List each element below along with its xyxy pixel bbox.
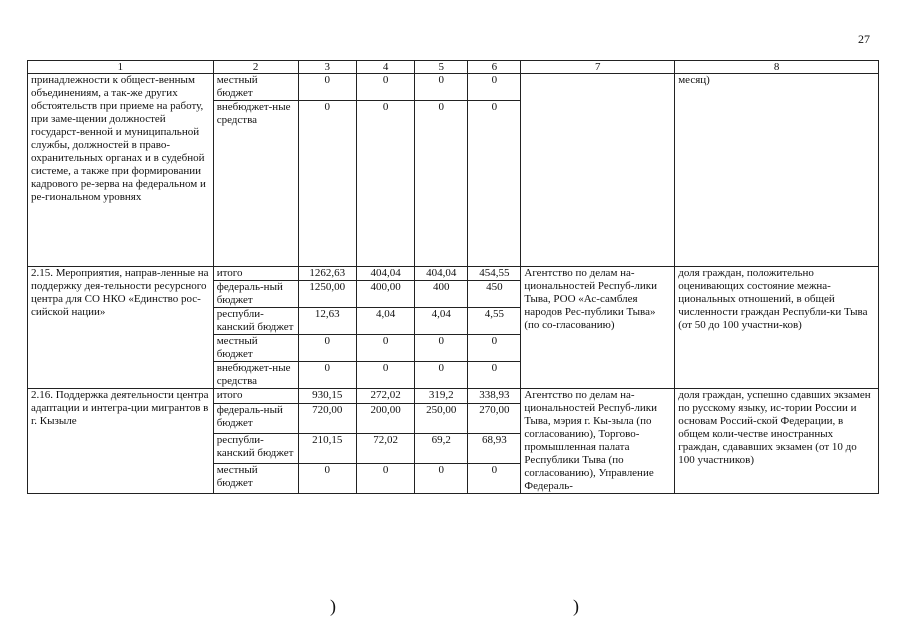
scan-mark: ) — [330, 596, 336, 616]
funding-source: итого — [213, 267, 298, 281]
table-row — [28, 74, 879, 101]
scan-mark: ) — [573, 596, 579, 616]
executor-cell — [521, 74, 675, 267]
value-cell: 338,93 — [468, 389, 521, 404]
value-cell: 404,04 — [415, 267, 468, 281]
funding-source: местный бюджет — [213, 335, 298, 362]
value-cell: 0 — [356, 101, 414, 267]
value-cell: 450 — [468, 281, 521, 308]
measure-description: 2.16. Поддержка деятельности центра адаптации и интегра-ции мигрантов в г. Кызыле — [28, 389, 214, 494]
value-cell: 272,02 — [356, 389, 414, 404]
funding-source: итого — [213, 389, 298, 404]
value-cell: 200,00 — [356, 404, 414, 434]
value-cell: 0 — [298, 464, 356, 494]
value-cell: 270,00 — [468, 404, 521, 434]
value-cell: 454,55 — [468, 267, 521, 281]
value-cell: 0 — [415, 362, 468, 389]
page-number: 27 — [858, 32, 870, 46]
value-cell: 1262,63 — [298, 267, 356, 281]
indicator-cell: доля граждан, положительно оценивающих состояние межна-циональных отношений, в общей численности граждан Республи-ки Тыва (от 50 до 100 участни-ков) — [675, 267, 879, 389]
value-cell: 0 — [356, 464, 414, 494]
column-number-row — [28, 61, 879, 74]
indicator-cell: месяц) — [675, 74, 879, 267]
value-cell: 72,02 — [356, 434, 414, 464]
funding-source: федераль-ный бюджет — [213, 281, 298, 308]
column-header: 8 — [675, 61, 879, 74]
value-cell: 404,04 — [356, 267, 414, 281]
column-header: 7 — [521, 61, 675, 74]
value-cell: 0 — [468, 335, 521, 362]
program-table — [27, 60, 879, 494]
value-cell: 0 — [415, 74, 468, 101]
executor-cell: Агентство по делам на-циональностей Респуб-лики Тыва, мэрия г. Кы-зыла (по согласованию), Торгово-промышленная палата Республики Тыва (по согласованию), Управление Федераль- — [521, 389, 675, 494]
funding-source: местный бюджет — [213, 464, 298, 494]
value-cell: 4,55 — [468, 308, 521, 335]
value-cell: 68,93 — [468, 434, 521, 464]
value-cell: 12,63 — [298, 308, 356, 335]
value-cell: 0 — [298, 335, 356, 362]
value-cell: 0 — [468, 464, 521, 494]
column-header: 5 — [415, 61, 468, 74]
value-cell: 210,15 — [298, 434, 356, 464]
value-cell: 1250,00 — [298, 281, 356, 308]
value-cell: 400 — [415, 281, 468, 308]
value-cell: 930,15 — [298, 389, 356, 404]
column-header: 4 — [356, 61, 414, 74]
value-cell: 0 — [298, 362, 356, 389]
value-cell: 400,00 — [356, 281, 414, 308]
value-cell: 0 — [298, 74, 356, 101]
column-header: 3 — [298, 61, 356, 74]
value-cell: 0 — [356, 335, 414, 362]
value-cell: 0 — [356, 362, 414, 389]
indicator-cell: доля граждан, успешно сдавших экзамен по русскому языку, ис-тории России и основам Россий-ской Федерации, в общем коли-честве иностранных граждан, сдававших экзамен (от 10 до 100 участников) — [675, 389, 879, 494]
funding-source: республи-канский бюджет — [213, 434, 298, 464]
funding-source: федераль-ный бюджет — [213, 404, 298, 434]
table-row — [28, 267, 879, 281]
value-cell: 0 — [468, 362, 521, 389]
value-cell: 0 — [415, 335, 468, 362]
column-header: 6 — [468, 61, 521, 74]
measure-description: 2.15. Мероприятия, направ-ленные на поддержку дея-тельности ресурсного центра для СО НКО «Единство рос-сийской нации» — [28, 267, 214, 389]
value-cell: 319,2 — [415, 389, 468, 404]
value-cell: 0 — [298, 101, 356, 267]
table-row — [28, 389, 879, 404]
column-header: 1 — [28, 61, 214, 74]
value-cell: 4,04 — [356, 308, 414, 335]
value-cell: 0 — [468, 101, 521, 267]
value-cell: 0 — [415, 464, 468, 494]
funding-source: внебюджет-ные средства — [213, 101, 298, 267]
funding-source: местный бюджет — [213, 74, 298, 101]
funding-source: внебюджет-ные средства — [213, 362, 298, 389]
value-cell: 4,04 — [415, 308, 468, 335]
value-cell: 720,00 — [298, 404, 356, 434]
value-cell: 69,2 — [415, 434, 468, 464]
measure-description: принадлежности к общест-венным объединениям, а так-же других обстоятельств при приеме на работу, при заме-щении должностей государст-венной и муниципальной службы, должностей в право-охранительных органах и в судебной системе, а также при формировании кадрового ре-зерва на федеральном и ре-гиональном уровнях — [28, 74, 214, 267]
value-cell: 0 — [356, 74, 414, 101]
value-cell: 0 — [415, 101, 468, 267]
funding-source: республи-канский бюджет — [213, 308, 298, 335]
executor-cell: Агентство по делам на-циональностей Респуб-лики Тыва, РОО «Ас-самблея народов Рес-публики Тыва» (по со-гласованию) — [521, 267, 675, 389]
value-cell: 0 — [468, 74, 521, 101]
column-header: 2 — [213, 61, 298, 74]
value-cell: 250,00 — [415, 404, 468, 434]
